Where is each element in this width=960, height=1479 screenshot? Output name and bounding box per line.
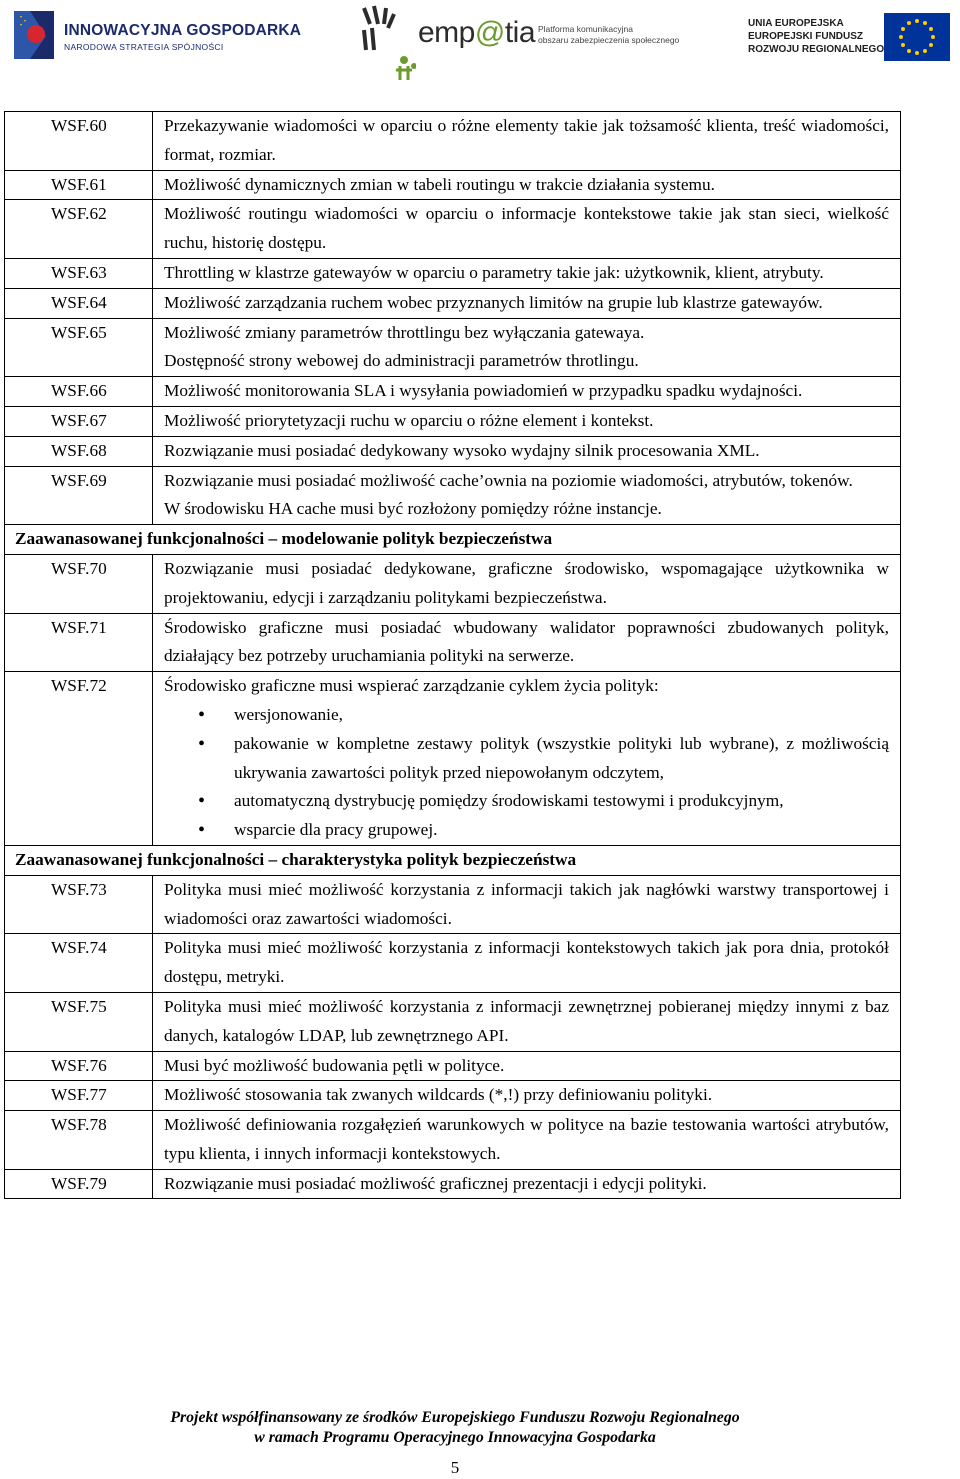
requirement-text bbox=[153, 436, 901, 466]
table-row bbox=[5, 258, 901, 288]
requirement-id: WSF.68 bbox=[5, 436, 153, 466]
table-row bbox=[5, 875, 901, 934]
table-row bbox=[5, 288, 901, 318]
requirements-table bbox=[4, 111, 901, 1199]
requirement-id: WSF.69 bbox=[5, 466, 153, 525]
empatia-name bbox=[418, 16, 535, 50]
requirement-line: Musi być możliwość budowania pętli w polityce. bbox=[164, 1055, 505, 1075]
empatia-name-pre: emp bbox=[418, 16, 475, 49]
requirement-id: WSF.70 bbox=[5, 554, 153, 613]
list-item: • automatyczną dystrybucję pomiędzy środowiskami testowymi i produkcyjnym, bbox=[164, 787, 889, 816]
eu-logo bbox=[748, 10, 953, 70]
table-row bbox=[5, 466, 901, 525]
requirement-id: WSF.72 bbox=[5, 672, 153, 846]
requirement-line: Środowisko graficzne musi wspierać zarządzanie cyklem życia polityk: bbox=[164, 676, 659, 696]
requirement-id: WSF.79 bbox=[5, 1169, 153, 1199]
footer-line-1: Projekt współfinansowany ze środków Europejskiego Funduszu Rozwoju Regionalnego bbox=[170, 1409, 740, 1426]
requirement-text bbox=[153, 318, 901, 377]
eu-flag-icon bbox=[884, 13, 950, 61]
requirement-line: Możliwość dynamicznych zmian w tabeli routingu w trakcie działania systemu. bbox=[164, 174, 715, 194]
requirement-id: WSF.74 bbox=[5, 934, 153, 993]
requirement-line: Możliwość zarządzania ruchem wobec przyznanych limitów na grupie lub klastrze gatewayów. bbox=[164, 292, 823, 312]
ig-flag-icon bbox=[12, 8, 56, 62]
empatia-tagline-1: Platforma komunikacyjna bbox=[538, 24, 633, 34]
ue-line-3: ROZWOJU REGIONALNEGO bbox=[748, 44, 885, 55]
empatia-mark-icon bbox=[356, 4, 416, 84]
innowacyjna-gospodarka-logo bbox=[12, 8, 302, 68]
requirement-line: Polityka musi mieć możliwość korzystania z informacji zewnętrznej pobieranej między innymi z baz danych, katalogów LDAP, lub zewnętrznego API. bbox=[164, 996, 889, 1045]
requirement-text bbox=[153, 406, 901, 436]
ig-title: INNOWACYJNA GOSPODARKA bbox=[64, 22, 302, 39]
requirement-text bbox=[153, 672, 901, 846]
footer-line-2: w ramach Programu Operacyjnego Innowacyjna Gospodarka bbox=[254, 1429, 656, 1446]
requirement-line: Rozwiązanie musi posiadać dedykowane, graficzne środowisko, wspomagające użytkownika w projektowaniu, edycji i zarządzaniu politykami bezpieczeństwa. bbox=[164, 558, 889, 607]
empatia-name-post: tia bbox=[504, 16, 536, 49]
requirement-id: WSF.61 bbox=[5, 170, 153, 200]
requirement-id: WSF.75 bbox=[5, 992, 153, 1051]
empatia-tagline-2: obszaru zabezpieczenia społecznego bbox=[538, 35, 680, 45]
page-header bbox=[0, 0, 960, 92]
requirement-text bbox=[153, 1081, 901, 1111]
requirement-text bbox=[153, 1111, 901, 1170]
requirement-line: Możliwość priorytetyzacji ruchu w oparciu o różne element i kontekst. bbox=[164, 410, 654, 430]
requirement-id: WSF.63 bbox=[5, 258, 153, 288]
table-row bbox=[5, 377, 901, 407]
table-row bbox=[5, 1051, 901, 1081]
bullet-list bbox=[164, 701, 889, 845]
section-heading: Zaawanasowanej funkcjonalności – charakterystyka polityk bezpieczeństwa bbox=[5, 845, 901, 875]
requirement-line: Polityka musi mieć możliwość korzystania z informacji kontekstowych takich jak pora dnia, protokół dostępu, metryki. bbox=[164, 938, 889, 987]
requirement-line: Możliwość zmiany parametrów throttlingu bez wyłączania gatewaya. bbox=[164, 322, 645, 342]
requirement-id: WSF.71 bbox=[5, 613, 153, 672]
ue-line-1: UNIA EUROPEJSKA bbox=[748, 18, 844, 29]
requirement-id: WSF.64 bbox=[5, 288, 153, 318]
requirement-line: Rozwiązanie musi posiadać możliwość graficznej prezentacji i edycji polityki. bbox=[164, 1173, 707, 1193]
list-item: • pakowanie w kompletne zestawy polityk (wszystkie polityki lub wybrane), z możliwością ukrywania zawartości polityk przed niepowołanym odczytem, bbox=[164, 730, 889, 788]
table-row bbox=[5, 318, 901, 377]
requirement-text bbox=[153, 200, 901, 259]
table-row bbox=[5, 406, 901, 436]
list-item: • wersjonowanie, bbox=[164, 701, 889, 730]
requirement-id: WSF.62 bbox=[5, 200, 153, 259]
requirement-line: Rozwiązanie musi posiadać możliwość cache’ownia na poziomie wiadomości, atrybutów, tokenów. bbox=[164, 470, 853, 490]
table-row bbox=[5, 934, 901, 993]
requirement-line: Możliwość definiowania rozgałęzień warunkowych w polityce na bazie testowania wartości atrybutów, typu klienta, i innych informacji kontekstowych. bbox=[164, 1115, 889, 1163]
table-row bbox=[5, 1111, 901, 1170]
table-row bbox=[5, 1169, 901, 1199]
requirement-line: Polityka musi mieć możliwość korzystania z informacji takich jak nagłówki warstwy transportowej i wiadomości oraz zawartości wiadomości. bbox=[164, 879, 889, 928]
requirement-text bbox=[153, 1051, 901, 1081]
ig-subtitle: NARODOWA STRATEGIA SPÓJNOŚCI bbox=[64, 42, 224, 52]
requirement-text bbox=[153, 1169, 901, 1199]
table-row bbox=[5, 170, 901, 200]
requirement-text bbox=[153, 554, 901, 613]
requirement-line: Możliwość routingu wiadomości w oparciu o informacje kontekstowe takie jak stan sieci, wielkość ruchu, historię dostępu. bbox=[164, 204, 889, 253]
requirement-text bbox=[153, 112, 901, 171]
requirement-id: WSF.65 bbox=[5, 318, 153, 377]
page-number: 5 bbox=[450, 1458, 460, 1477]
table-row bbox=[5, 992, 901, 1051]
requirement-text bbox=[153, 934, 901, 993]
table-row bbox=[5, 554, 901, 613]
requirement-line: Możliwość monitorowania SLA i wysyłania powiadomień w przypadku spadku wydajności. bbox=[164, 381, 803, 401]
table-row bbox=[5, 1081, 901, 1111]
requirement-line: Możliwość stosowania tak zwanych wildcards (*,!) przy definiowaniu polityki. bbox=[164, 1085, 713, 1105]
requirement-text bbox=[153, 377, 901, 407]
requirement-line: Dostępność strony webowej do administracji parametrów throtlingu. bbox=[164, 351, 639, 371]
requirement-id: WSF.73 bbox=[5, 875, 153, 934]
section-heading-row bbox=[5, 845, 901, 875]
requirement-text bbox=[153, 613, 901, 672]
table-row bbox=[5, 200, 901, 259]
requirement-id: WSF.76 bbox=[5, 1051, 153, 1081]
section-heading-row bbox=[5, 525, 901, 555]
empatia-name-at: @ bbox=[474, 16, 505, 49]
requirement-line: Throttling w klastrze gatewayów w oparciu o parametry takie jak: użytkownik, klient, atrybuty. bbox=[164, 262, 824, 282]
requirement-text bbox=[153, 875, 901, 934]
empatia-logo bbox=[356, 4, 680, 84]
requirement-text bbox=[153, 288, 901, 318]
table-row bbox=[5, 672, 901, 846]
requirement-text bbox=[153, 992, 901, 1051]
list-item: • wsparcie dla pracy grupowej. bbox=[164, 816, 889, 845]
table-row bbox=[5, 613, 901, 672]
requirement-line: Środowisko graficzne musi posiadać wbudowany walidator poprawności zbudowanych polityk, działający bez potrzeby uruchamiania polityki na serwerze. bbox=[164, 617, 889, 666]
requirement-id: WSF.78 bbox=[5, 1111, 153, 1170]
table-row bbox=[5, 112, 901, 171]
requirement-text bbox=[153, 466, 901, 525]
requirement-line: W środowisku HA cache musi być rozłożony pomiędzy różne instancje. bbox=[164, 499, 662, 519]
requirement-text bbox=[153, 258, 901, 288]
requirement-line: Rozwiązanie musi posiadać dedykowany wysoko wydajny silnik procesowania XML. bbox=[164, 440, 760, 460]
section-heading: Zaawanasowanej funkcjonalności – modelowanie polityk bezpieczeństwa bbox=[5, 525, 901, 555]
table-row bbox=[5, 436, 901, 466]
requirement-id: WSF.77 bbox=[5, 1081, 153, 1111]
requirement-id: WSF.66 bbox=[5, 377, 153, 407]
requirement-line: Przekazywanie wiadomości w oparciu o różne elementy takie jak tożsamość klienta, treść wiadomości, format, rozmiar. bbox=[164, 116, 889, 164]
requirement-id: WSF.60 bbox=[5, 112, 153, 171]
ue-line-2: EUROPEJSKI FUNDUSZ bbox=[748, 31, 864, 42]
requirement-text bbox=[153, 170, 901, 200]
requirement-id: WSF.67 bbox=[5, 406, 153, 436]
